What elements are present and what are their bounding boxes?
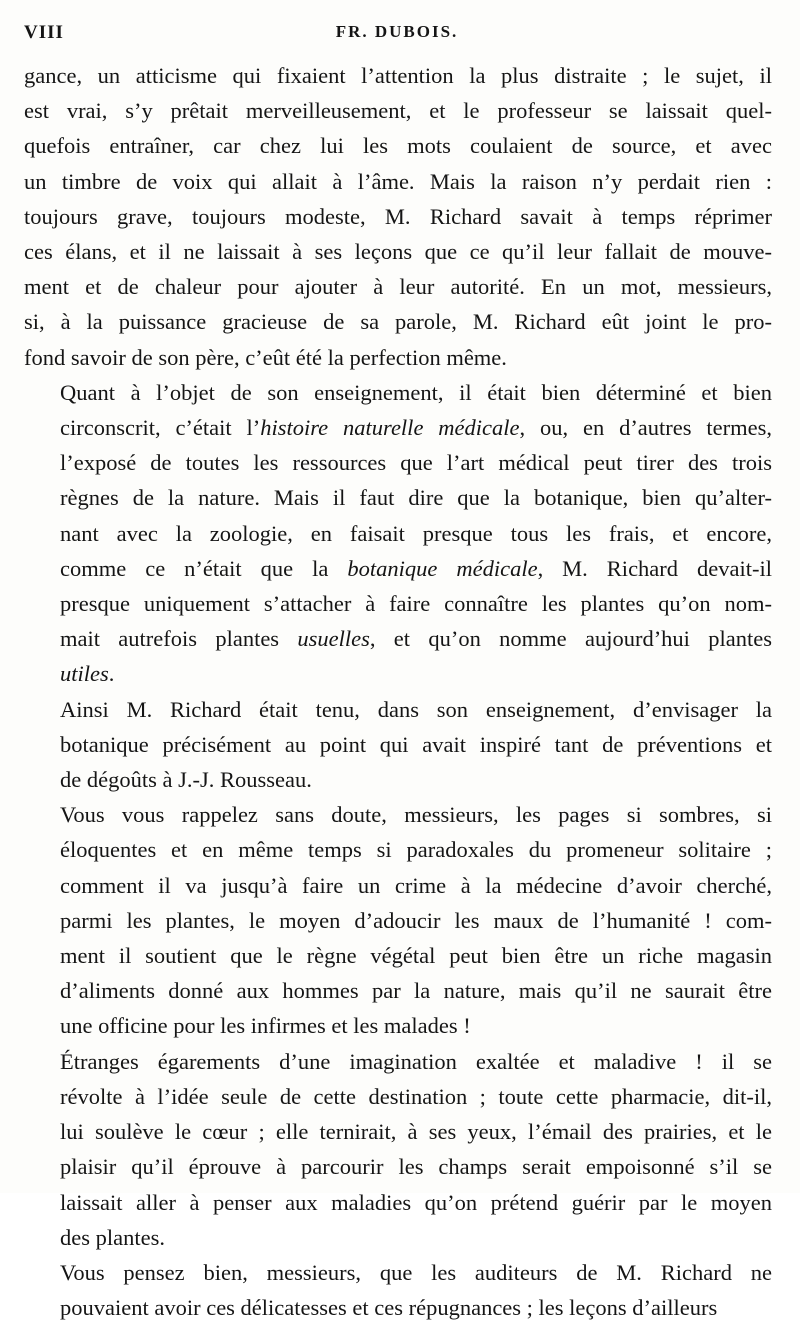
text-line: plaisir qu’il éprouve à parcourir les champs serait empoisonné s’il se — [60, 1154, 772, 1180]
paragraph — [24, 375, 772, 692]
text-line: parmi les plantes, le moyen d’adoucir les maux de l’humanité ! com- — [60, 907, 772, 933]
text-line: nant avec la zoologie, en faisait presque tous les frais, et encore, — [60, 520, 772, 546]
text-line: ment et de chaleur pour ajouter à leur autorité. En un mot, messieurs, — [24, 274, 772, 300]
text-line: Ainsi M. Richard était tenu, dans son enseignement, d’envisager la — [60, 696, 772, 722]
text-line: est vrai, s’y prêtait merveilleusement, et le professeur se laissait quel- — [24, 98, 772, 124]
text-line: l’exposé de toutes les ressources que l’art médical peut tirer des trois — [60, 450, 772, 476]
running-head: FR. DUBOIS. — [335, 22, 459, 41]
text-line: un timbre de voix qui allait à l’âme. Mais la raison n’y perdait rien : — [24, 168, 772, 194]
paragraph — [24, 1044, 772, 1255]
text-line: d’aliments donné aux hommes par la nature, mais qu’il ne saurait être — [60, 978, 772, 1004]
text-line: botanique précisément au point qui avait inspiré tant de préventions et — [60, 731, 772, 757]
paragraph — [24, 1255, 772, 1325]
text-line: règnes de la nature. Mais il faut dire que la botanique, bien qu’alter- — [60, 485, 772, 511]
text-line: toujours grave, toujours modeste, M. Richard savait à temps réprimer — [24, 203, 772, 229]
text-line: Vous vous rappelez sans doute, messieurs, les pages si sombres, si — [60, 802, 772, 828]
text-line: Quant à l’objet de son enseignement, il était bien déterminé et bien — [60, 379, 772, 405]
text-line: utiles. — [60, 661, 115, 687]
text-line: des plantes. — [60, 1224, 165, 1250]
text-line: pouvaient avoir ces délicatesses et ces répugnances ; les leçons d’ailleurs — [60, 1295, 718, 1321]
body-text — [24, 58, 772, 1325]
text-line: Étranges égarements d’une imagination exaltée et maladive ! il se — [60, 1048, 772, 1074]
text-line: ment il soutient que le règne végétal peut bien être un riche magasin — [60, 943, 772, 969]
paragraph — [24, 58, 772, 375]
text-line: fond savoir de son père, c’eût été la perfection même. — [24, 344, 507, 370]
text-line: comment il va jusqu’à faire un crime à la médecine d’avoir cherché, — [60, 872, 772, 898]
text-line: une officine pour les infirmes et les malades ! — [60, 1013, 471, 1039]
text-line: laissait aller à penser aux maladies qu’on prétend guérir par le moyen — [60, 1189, 772, 1215]
text-line: presque uniquement s’attacher à faire connaître les plantes qu’on nom- — [60, 591, 772, 617]
page-number: VIII — [24, 22, 64, 43]
text-line: de dégoûts à J.-J. Rousseau. — [60, 767, 312, 793]
text-line: ces élans, et il ne laissait à ses leçons que ce qu’il leur fallait de mouve- — [24, 239, 772, 265]
text-line: révolte à l’idée seule de cette destination ; toute cette pharmacie, dit-il, — [60, 1083, 772, 1109]
text-line: quefois entraîner, car chez lui les mots coulaient de source, et avec — [24, 133, 772, 159]
text-line: circonscrit, c’était l’histoire naturelle médicale, ou, en d’autres termes, — [60, 415, 772, 441]
paragraph — [24, 692, 772, 798]
page-header — [24, 22, 770, 50]
text-line: éloquentes et en même temps si paradoxales du promeneur solitaire ; — [60, 837, 772, 863]
text-line: comme ce n’était que la botanique médicale, M. Richard devait-il — [60, 555, 772, 581]
text-line: mait autrefois plantes usuelles, et qu’on nomme aujourd’hui plantes — [60, 626, 772, 652]
text-line: lui soulève le cœur ; elle ternirait, à ses yeux, l’émail des prairies, et le — [60, 1119, 772, 1145]
paragraph — [24, 797, 772, 1043]
text-line: si, à la puissance gracieuse de sa parole, M. Richard eût joint le pro- — [24, 309, 772, 335]
text-line: gance, un atticisme qui fixaient l’attention la plus distraite ; le sujet, il — [24, 63, 772, 88]
text-line: Vous pensez bien, messieurs, que les auditeurs de M. Richard ne — [60, 1259, 772, 1285]
